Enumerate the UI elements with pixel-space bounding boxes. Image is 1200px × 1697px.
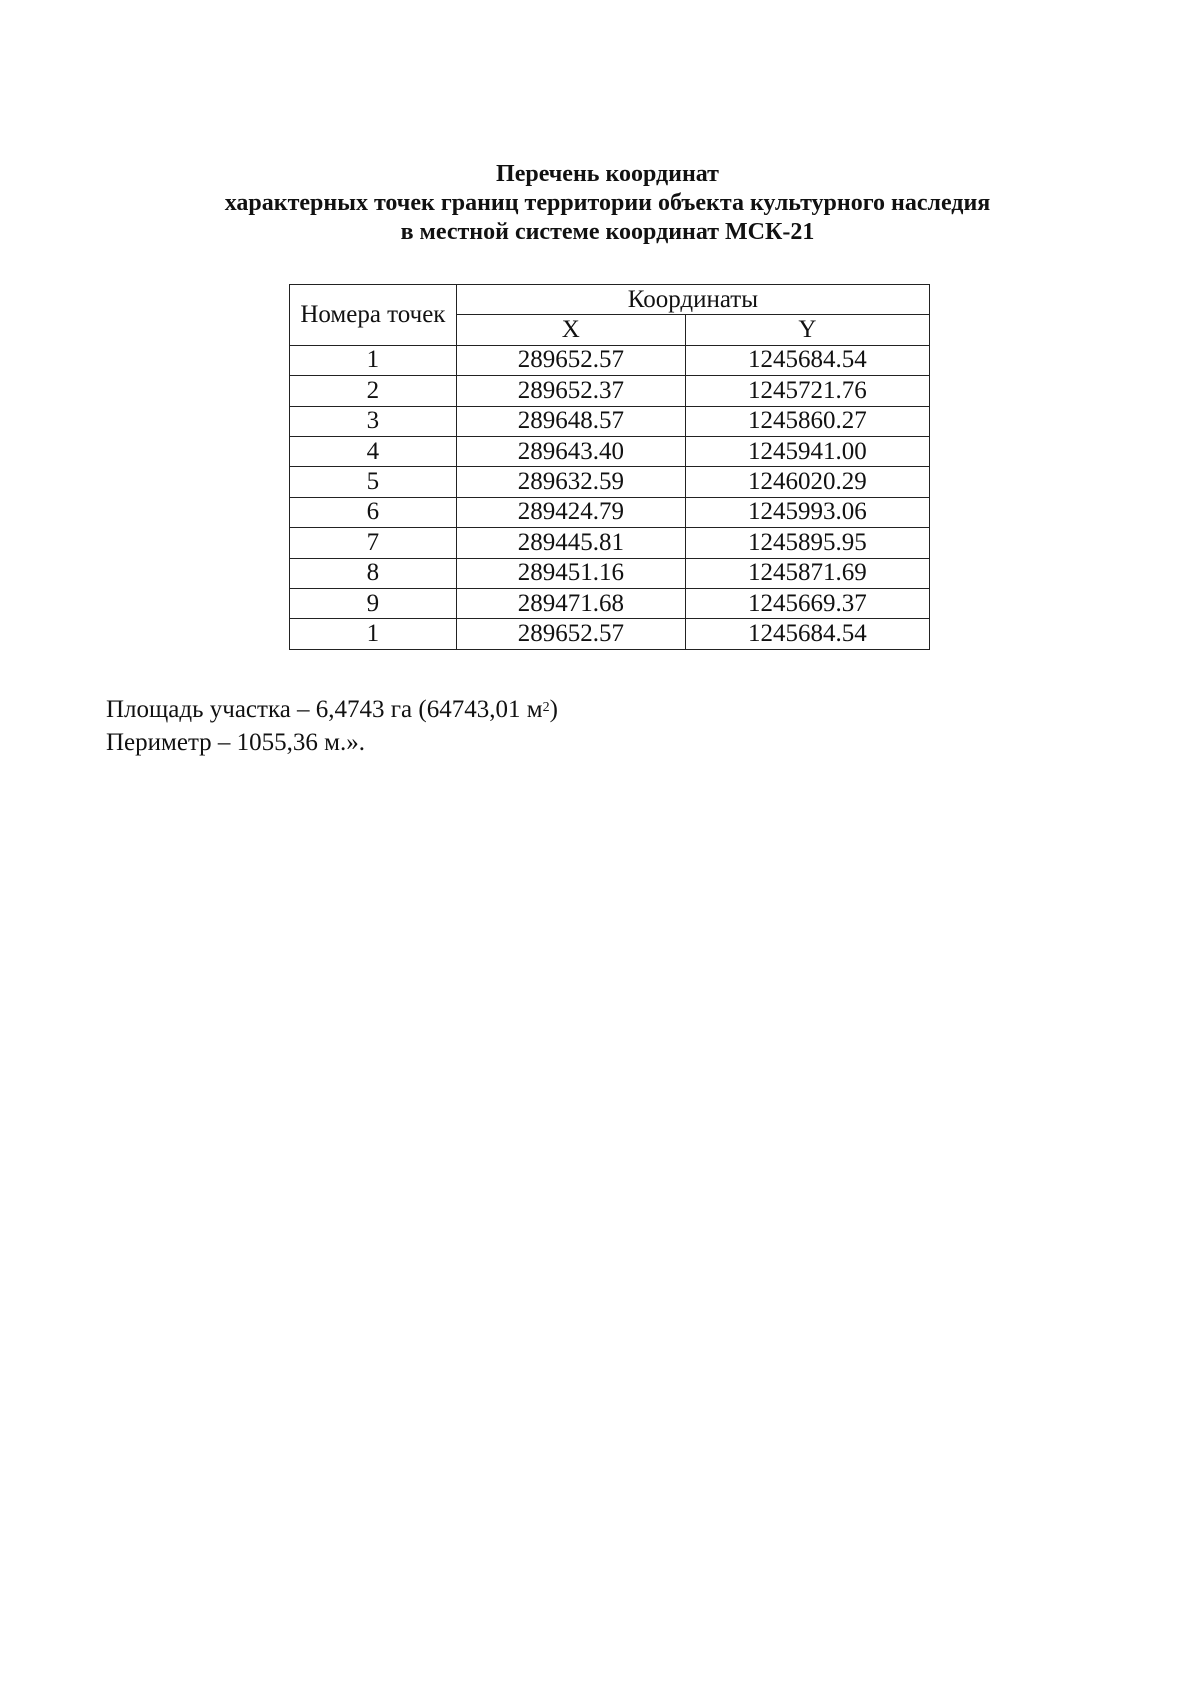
y-coordinate: 1245669.37: [685, 588, 929, 618]
point-number: 2: [290, 376, 457, 406]
table-row: [290, 619, 930, 649]
table-row: [290, 558, 930, 588]
title-line-3: в местной системе координат МСК-21: [400, 219, 815, 245]
table-row: [290, 345, 930, 375]
header-coordinates: Координаты: [456, 285, 929, 315]
point-number: 7: [290, 528, 457, 558]
header-x: X: [456, 315, 685, 345]
point-number: 9: [290, 588, 457, 618]
y-coordinate: 1245684.54: [685, 345, 929, 375]
point-number: 3: [290, 406, 457, 436]
x-coordinate: 289451.16: [456, 558, 685, 588]
x-coordinate: 289632.59: [456, 467, 685, 497]
x-coordinate: 289652.57: [456, 345, 685, 375]
y-coordinate: 1245860.27: [685, 406, 929, 436]
point-number: 4: [290, 436, 457, 466]
y-coordinate: 1245721.76: [685, 376, 929, 406]
title-line-1: Перечень координат: [496, 161, 719, 187]
area-text: Площадь участка – 6,4743 га (64743,01 м: [106, 696, 543, 723]
x-coordinate: 289652.57: [456, 619, 685, 649]
y-coordinate: 1245684.54: [685, 619, 929, 649]
table-body: [290, 345, 930, 649]
y-coordinate: 1245895.95: [685, 528, 929, 558]
point-number: 1: [290, 619, 457, 649]
x-coordinate: 289471.68: [456, 588, 685, 618]
area-closing: ): [549, 696, 558, 723]
area-unit-superscript: 2: [542, 700, 550, 715]
x-coordinate: 289424.79: [456, 497, 685, 527]
table-row: [290, 406, 930, 436]
x-coordinate: 289445.81: [456, 528, 685, 558]
table-row: [290, 588, 930, 618]
point-number: 6: [290, 497, 457, 527]
point-number: 1: [290, 345, 457, 375]
table-row: [290, 467, 930, 497]
table-row: [290, 436, 930, 466]
x-coordinate: 289643.40: [456, 436, 685, 466]
document-title: [0, 160, 1200, 247]
y-coordinate: 1245993.06: [685, 497, 929, 527]
x-coordinate: 289652.37: [456, 376, 685, 406]
table-header-row: [290, 285, 930, 315]
perimeter-line: Периметр – 1055,36 м.».: [106, 729, 365, 756]
coordinates-table: [289, 284, 930, 650]
y-coordinate: 1245871.69: [685, 558, 929, 588]
area-line: [106, 693, 558, 726]
point-number: 8: [290, 558, 457, 588]
table-row: [290, 497, 930, 527]
x-coordinate: 289648.57: [456, 406, 685, 436]
table-row: [290, 376, 930, 406]
header-y: Y: [685, 315, 929, 345]
y-coordinate: 1245941.00: [685, 436, 929, 466]
title-line-2: характерных точек границ территории объекта культурного наследия: [224, 190, 991, 216]
y-coordinate: 1246020.29: [685, 467, 929, 497]
table-row: [290, 528, 930, 558]
header-point-numbers: Номера точек: [290, 285, 457, 346]
plot-summary: [106, 693, 558, 759]
point-number: 5: [290, 467, 457, 497]
